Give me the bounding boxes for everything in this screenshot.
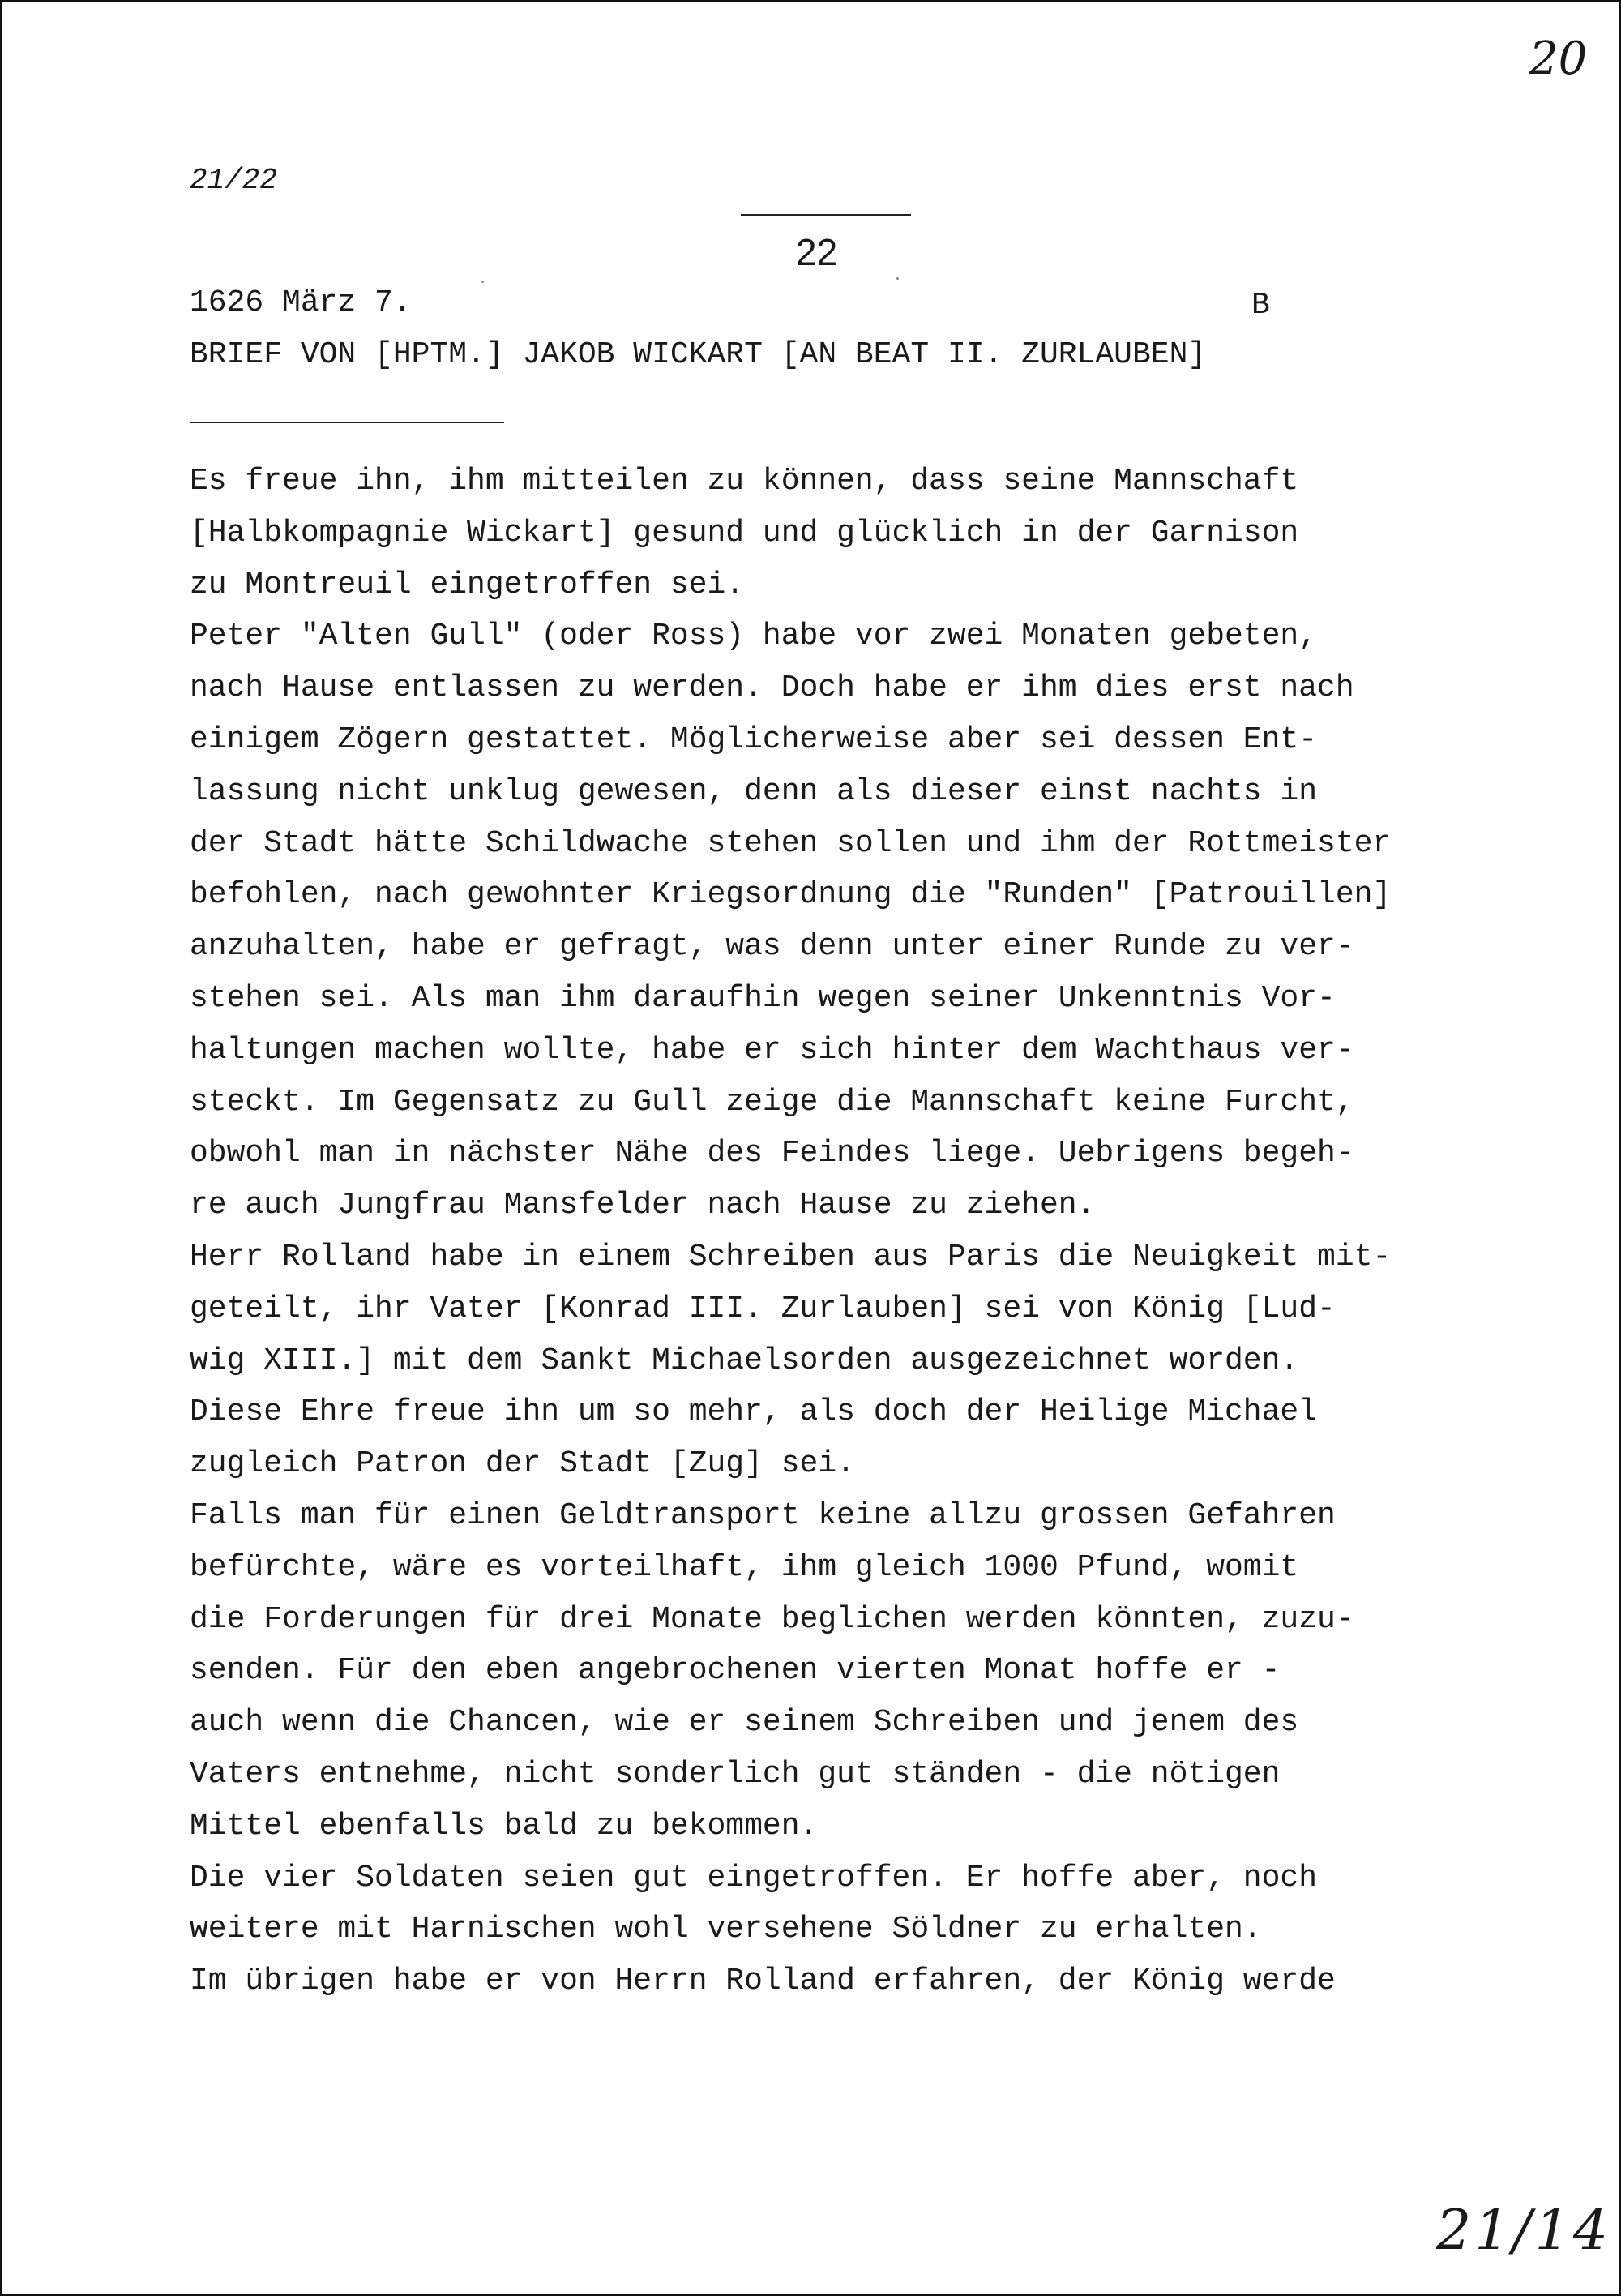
body-line: Mittel ebenfalls bald zu bekommen. (190, 1808, 819, 1844)
body-line: einigem Zögern gestattet. Möglicherweise aber sei dessen Ent- (190, 722, 1318, 757)
number-rule (741, 214, 911, 216)
body-line: Falls man für einen Geldtransport keine allzu grossen Gefahren (190, 1497, 1336, 1533)
handwritten-folio-number: 21/14 (1436, 2199, 1611, 2263)
handwritten-page-number: 20 (1529, 32, 1588, 85)
body-line: [Halbkompagnie Wickart] gesund und glücklich in der Garnison (190, 515, 1299, 550)
body-line: lassung nicht unklug gewesen, denn als dieser einst nachts in (190, 773, 1318, 809)
body-line: auch wenn die Chancen, wie er seinem Schreiben und jenem des (190, 1705, 1299, 1741)
body-line: anzuhalten, habe er gefragt, was denn unter einer Runde zu ver- (190, 929, 1354, 965)
body-line: der Stadt hätte Schildwache stehen sollen und ihm der Rottmeister (190, 825, 1392, 861)
body-line: Die vier Soldaten seien gut eingetroffen. Er hoffe aber, noch (190, 1860, 1318, 1895)
body-line: Vaters entnehme, nicht sonderlich gut ständen - die nötigen (190, 1756, 1281, 1792)
body-line: weitere mit Harnischen wohl versehene Söldner zu erhalten. (190, 1912, 1262, 1947)
body-line: Im übrigen habe er von Herrn Rolland erfahren, der König werde (190, 1964, 1336, 1999)
body-line: die Forderungen für drei Monate beglichen werden könnten, zuzu- (190, 1601, 1354, 1637)
speck (896, 277, 899, 280)
document-reference: 21/22 (190, 164, 278, 197)
body-line: senden. Für den eben angebrochenen vierten Monat hoffe er - (190, 1653, 1281, 1689)
body-line: befohlen, nach gewohnter Kriegsordnung die "Runden" [Patrouillen] (190, 877, 1392, 913)
body-line: haltungen machen wollte, habe er sich hinter dem Wachthaus ver- (190, 1032, 1354, 1068)
body-line: wig XIII.] mit dem Sankt Michaelsorden ausgezeichnet worden. (190, 1343, 1299, 1378)
body-line: geteilt, ihr Vater [Konrad III. Zurlauben] sei von König [Lud- (190, 1291, 1336, 1326)
body-line: zu Montreuil eingetroffen sei. (190, 567, 745, 602)
letter-date: 1626 März 7. (190, 285, 412, 320)
speck (481, 281, 484, 283)
body-line: Peter "Alten Gull" (oder Ross) habe vor zwei Monaten gebeten, (190, 619, 1318, 654)
letter-body (190, 456, 1616, 2007)
body-line: obwohl man in nächster Nähe des Feindes liege. Uebrigens begeh- (190, 1136, 1354, 1172)
body-line: re auch Jungfrau Mansfelder nach Hause zu ziehen. (190, 1188, 1096, 1223)
document-number: 22 (796, 231, 838, 273)
body-line: nach Hause entlassen zu werden. Doch habe er ihm dies erst nach (190, 670, 1354, 706)
body-line: Herr Rolland habe in einem Schreiben aus Paris die Neuigkeit mit- (190, 1239, 1392, 1274)
body-line: zugleich Patron der Stadt [Zug] sei. (190, 1446, 855, 1482)
title-rule (190, 422, 504, 423)
letter-title: BRIEF VON [HPTM.] JAKOB WICKART [AN BEAT II. ZURLAUBEN] (190, 337, 1207, 372)
body-line: Diese Ehre freue ihn um so mehr, als doch der Heilige Michael (190, 1394, 1318, 1430)
body-line: stehen sei. Als man ihm daraufhin wegen seiner Unkenntnis Vor- (190, 980, 1336, 1016)
category-marker: B (1251, 288, 1270, 323)
body-line: befürchte, wäre es vorteilhaft, ihm gleich 1000 Pfund, womit (190, 1549, 1299, 1585)
body-line: Es freue ihn, ihm mitteilen zu können, dass seine Mannschaft (190, 464, 1299, 499)
body-line: steckt. Im Gegensatz zu Gull zeige die Mannschaft keine Furcht, (190, 1084, 1354, 1120)
